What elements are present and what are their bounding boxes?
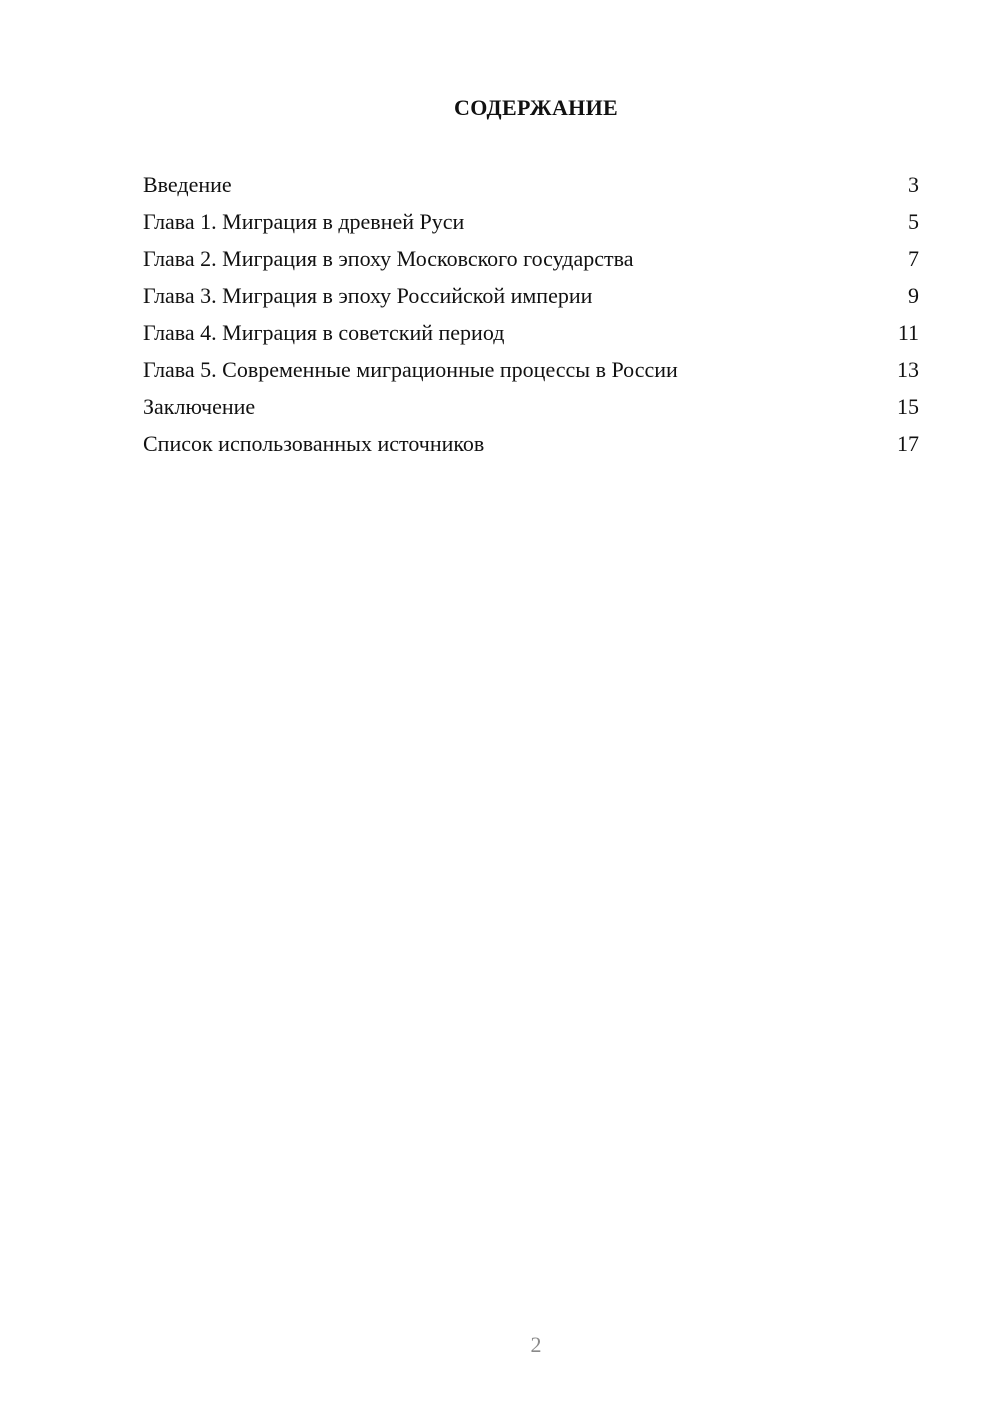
toc-entry-title: Глава 2. Миграция в эпоху Московского государства bbox=[143, 246, 634, 271]
toc-entry-chapter-1[interactable] bbox=[143, 205, 919, 242]
toc-entry-page: 11 bbox=[897, 320, 919, 345]
toc-entry-title: Заключение bbox=[143, 394, 256, 419]
page-number: 2 bbox=[530, 1332, 542, 1357]
toc-entry-page: 9 bbox=[908, 283, 919, 308]
toc-entry-page: 13 bbox=[897, 357, 919, 382]
toc-entry-page: 3 bbox=[908, 172, 919, 197]
toc-entry-title: Глава 4. Миграция в советский период bbox=[143, 320, 505, 345]
toc-entry-page: 17 bbox=[897, 431, 919, 456]
table-of-contents bbox=[143, 168, 919, 464]
toc-entry-title: Введение bbox=[143, 172, 232, 197]
toc-entry-chapter-2[interactable] bbox=[143, 242, 919, 279]
toc-entry-references[interactable] bbox=[143, 427, 919, 464]
page-title: СОДЕРЖАНИЕ bbox=[454, 95, 618, 120]
toc-entry-chapter-5[interactable] bbox=[143, 353, 919, 390]
toc-entry-title: Глава 3. Миграция в эпоху Российской империи bbox=[143, 283, 593, 308]
toc-entry-title: Глава 1. Миграция в древней Руси bbox=[143, 209, 465, 234]
toc-entry-page: 5 bbox=[908, 209, 919, 234]
toc-entry-page: 15 bbox=[897, 394, 919, 419]
toc-entry-chapter-4[interactable] bbox=[143, 316, 919, 353]
toc-entry-title: Список использованных источников bbox=[143, 431, 485, 456]
toc-entry-conclusion[interactable] bbox=[143, 390, 919, 427]
toc-entry-chapter-3[interactable] bbox=[143, 279, 919, 316]
toc-entry-introduction[interactable] bbox=[143, 168, 919, 205]
toc-entry-page: 7 bbox=[908, 246, 919, 271]
toc-entry-title: Глава 5. Современные миграционные процессы в России bbox=[143, 357, 678, 382]
